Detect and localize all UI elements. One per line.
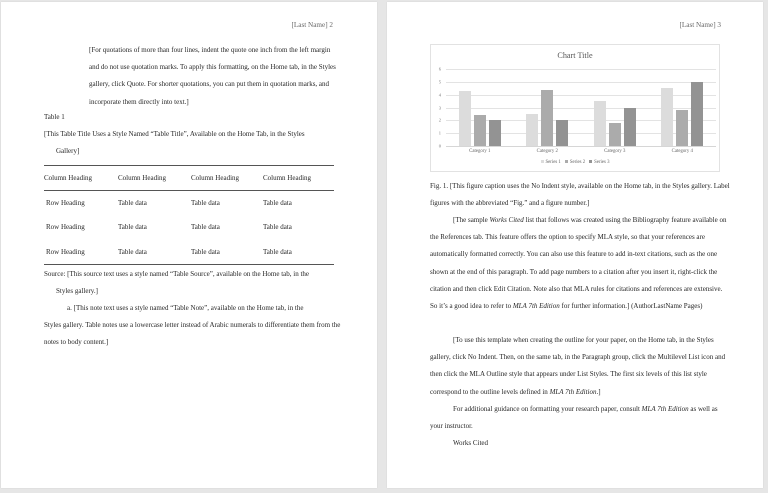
bar-series-2[interactable]: [541, 90, 553, 146]
works-cited-heading[interactable]: Works Cited: [453, 439, 489, 447]
italic-title: Works Cited: [489, 216, 524, 224]
legend-label: Series 2: [569, 160, 586, 165]
legend-item[interactable]: [565, 160, 585, 165]
chart-title: Chart Title: [557, 51, 593, 60]
table-header-row: [44, 166, 334, 191]
paragraph-text: For additional guidance on formatting your research paper, consult: [453, 405, 642, 413]
column-heading: Column Heading: [118, 173, 167, 182]
table-title-line-1: [This Table Title Uses a Style Named “Table Title”, Available on the Home Tab, in the Styles: [44, 130, 305, 138]
chart-legend: [431, 160, 719, 165]
paragraph-text: as well as your instructor.: [430, 405, 718, 431]
figure-caption[interactable]: Fig. 1. [This figure caption uses the No Indent style, available on the Home tab, in the Styles gallery. Label figures with the abbreviated “Fig.” and a figure number.]: [430, 182, 730, 208]
y-tick-label: 4: [438, 92, 441, 98]
paragraph-text: for further information.] (AuthorLastName Pages): [559, 302, 703, 311]
column-heading: Column Heading: [44, 173, 93, 182]
table-title[interactable]: [44, 126, 344, 160]
legend-item[interactable]: [589, 160, 609, 165]
row-heading: Row Heading: [46, 223, 85, 232]
table-source-line-2: Styles gallery.]: [56, 287, 98, 296]
bar-series-1[interactable]: [594, 101, 606, 146]
italic-title: MLA 7th Edition: [549, 387, 597, 396]
table-cell: Table data: [263, 198, 292, 207]
running-head: [Last Name] 2: [291, 21, 333, 29]
bar-series-3[interactable]: [691, 82, 703, 146]
bar-series-1[interactable]: [459, 91, 471, 146]
y-tick-label: 5: [438, 79, 441, 85]
category-label: Category 1: [469, 149, 491, 154]
table-row: [44, 240, 334, 265]
document-page-3[interactable]: [387, 2, 763, 488]
table-row: [44, 190, 334, 215]
bar-series-1[interactable]: [661, 88, 673, 146]
legend-item[interactable]: [541, 160, 561, 165]
table-title-line-2: Gallery]: [56, 147, 80, 156]
table-cell: Table data: [118, 223, 147, 232]
block-quote[interactable]: [For quotations of more than four lines, indent the quote one inch from the left margin and do not use quotation marks. To apply this formatting, on the Home tab, in the Styles gallery, click Quote. For shorter quotations, you can put them in quotation marks, and incorporate them directly into text.]: [89, 46, 336, 106]
y-tick-label: 3: [438, 105, 441, 110]
table-source[interactable]: [44, 266, 344, 300]
document-page-2[interactable]: [1, 2, 377, 488]
legend-swatch-icon: [589, 160, 592, 163]
x-axis-line: [446, 146, 716, 147]
paragraph-text: list that follows was created using the Bibliography feature available on the References tab. This feature offers the option to specify MLA style, so that your references are automatically formatted correctly. You can also use this feature to add in-text citations, such as the one shown at the end of this paragraph. To add page numbers to a citation after you insert it, right-click the citation and then click Edit Citation. Note also that MLA rules for citations and references are extensive. So it’s a good idea to refer to: [430, 216, 727, 311]
gridline: [446, 82, 716, 83]
body-paragraph-works-cited-note[interactable]: [430, 212, 730, 315]
category-label: Category 3: [604, 149, 626, 154]
bar-series-3[interactable]: [489, 120, 501, 146]
paragraph-text: [To use this template when creating the outline for your paper, on the Home tab, in the Styles gallery, click No Indent. Then, on the same tab, in the Paragraph group, click the Multilevel List icon and then click the MLA Outline style that appears under List Styles. The first six levels of this list style correspond to the outline levels defined in: [430, 336, 726, 396]
y-tick-label: 0: [438, 143, 441, 149]
body-paragraph-guidance[interactable]: [430, 401, 730, 435]
table-cell: Table data: [191, 198, 220, 207]
table-label[interactable]: Table 1: [44, 113, 65, 121]
paragraph-text: .]: [596, 387, 601, 396]
table-source-line-1: Source: [This source text uses a style named “Table Source”, available on the Home tab, in the: [44, 270, 310, 278]
category-label: Category 4: [671, 149, 693, 154]
gridline: [446, 95, 716, 96]
column-heading: Column Heading: [191, 173, 240, 182]
bar-series-3[interactable]: [556, 120, 568, 146]
row-heading: Row Heading: [46, 198, 85, 207]
y-tick-label: 2: [438, 117, 441, 123]
table-row: [44, 215, 334, 240]
column-heading: Column Heading: [263, 173, 312, 182]
table-cell: Table data: [118, 248, 147, 257]
legend-label: Series 1: [545, 160, 561, 165]
bar-series-3[interactable]: [624, 108, 636, 147]
y-tick-label: 1: [438, 130, 441, 136]
table-note-line-1: a. [This note text uses a style named “Table Note”, available on the Home tab, in the: [67, 304, 304, 312]
bar-chart[interactable]: [430, 44, 720, 172]
table-cell: Table data: [263, 223, 292, 232]
italic-title: MLA 7th Edition: [641, 405, 689, 413]
legend-label: Series 3: [594, 160, 610, 165]
table-note[interactable]: [44, 300, 344, 352]
body-paragraph-outline-note[interactable]: [430, 332, 730, 401]
table-note-rest: Styles gallery. Table notes use a lowercase letter instead of Arabic numerals to differentiate them from the notes to body content.]: [44, 321, 341, 347]
category-label: Category 2: [536, 149, 558, 154]
running-head: [Last Name] 3: [679, 21, 721, 29]
data-table[interactable]: [44, 165, 334, 265]
legend-swatch-icon: [565, 160, 568, 163]
gridline: [446, 69, 716, 70]
row-heading: Row Heading: [46, 248, 85, 257]
italic-title: MLA 7th Edition: [512, 302, 560, 311]
table-cell: Table data: [191, 248, 220, 257]
bar-series-1[interactable]: [526, 114, 538, 146]
table-cell: Table data: [191, 223, 220, 232]
bar-series-2[interactable]: [609, 123, 621, 146]
y-tick-label: 6: [438, 66, 441, 72]
gridline: [446, 108, 716, 109]
bar-series-2[interactable]: [474, 115, 486, 146]
paragraph-text: [The sample: [453, 216, 490, 224]
table-cell: Table data: [263, 248, 292, 257]
bar-series-2[interactable]: [676, 110, 688, 146]
table-cell: Table data: [118, 198, 147, 207]
legend-swatch-icon: [541, 160, 544, 163]
